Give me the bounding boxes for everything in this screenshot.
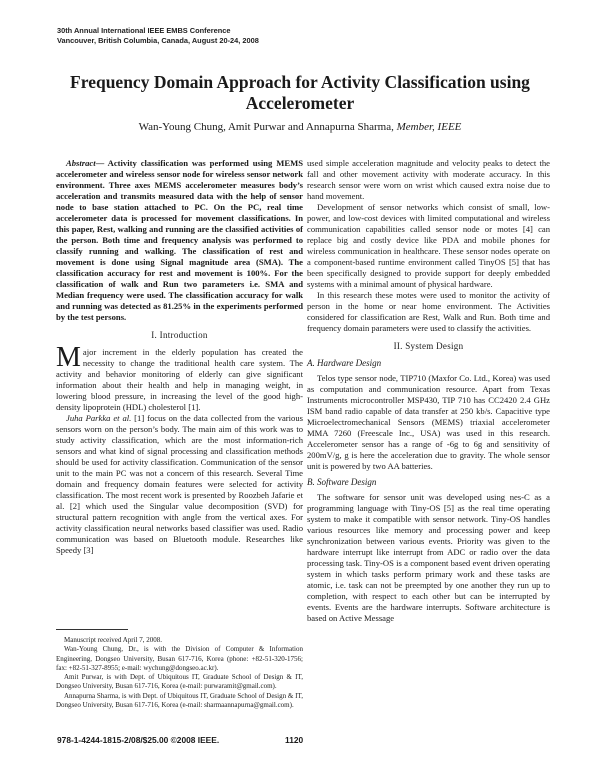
system-design-heading: II. System Design bbox=[393, 341, 464, 351]
abstract-text: — Activity classification was performed using MEMS accelerometer and wireless sensor node for wireless sensor network environment. Three axes MEMS accelerometer measures body’s acceleration and transmits measured data with the help of sensor node to base station attached to PC. On the PC, real time accelerometer data is processed for movement classifications. In this paper, Rest, walking and running are the classified activities of the person. Both time and frequency analysis was performed to classify running and walking. The classification of rest and movement is done using Signal magnitude area (SMA). The classification accuracy for rest and movement is 100%. For the classification of walk and Run two parameters i.e. SMA and Median frequency were used. The classification accuracy for walk and running was detected as 81.25% in the experiments performed by the test persons. bbox=[56, 158, 303, 322]
hardware-design-heading: A. Hardware Design bbox=[307, 358, 382, 368]
intro-paragraph-2 bbox=[56, 413, 303, 556]
intro-paragraph-2-cont: used simple acceleration magnitude and velocity peaks to detect the fall and other movement activity with moderate accuracy. In this research sensor were worn on wrist which caused extra noise due to hand movement. bbox=[307, 158, 550, 201]
software-design-text: The software for sensor unit was developed using nes-C as a programming language with Tiny-OS [5] as the real time operating system to make it compatible with sensor network. Tiny-OS handles various resources like memory and processing power and keep synchronization between various events. Priority was given to the hardware interrupt like interrupt from ADC or radio over the data processing task. Tiny-OS is a component based event driven operating system in which tasks perform primary work and these tasks are atomic, i.e. task can not be preempted by one another they run up to completion, with respect to each other but can be interrupted by events. Events are the hardware interrupts. Software architecture is based on Active Message bbox=[307, 492, 550, 623]
right-column bbox=[307, 158, 550, 624]
abstract-label: Abstract bbox=[66, 158, 96, 168]
drop-cap: M bbox=[56, 342, 81, 373]
intro-p2-text: [1] focus on the data collected from the various sensors worn on the person’s body. The main aim of this work was to study activity classification, which are the most information-rich sensors and what kind of signal processing and classification methods should be used for activity classification. Communication of the sensor unit to the main PC was not a concern of this research. Several Time domain and frequency domain features were selected for activity classification. The most recent work is presented by Roozbeh Jafarie et al. [2] which used the Singular value decomposition (SVD) for structural pattern recognition with angle from the vertical axes. For activity classification neural networks based classifier was used. Radio communication was based on Bluetooth module. Researches like Speedy [3] bbox=[56, 413, 303, 555]
conference-line-1: 30th Annual International IEEE EMBS Conference bbox=[57, 26, 231, 35]
footnote-divider bbox=[56, 629, 128, 630]
hardware-design-text: Telos type sensor node, TIP710 (Maxfor Co. Ltd., Korea) was used as computation and communication resource. Apart from Texas Instruments microcontroller MSP430, TIP 710 has CC2420 2.4 GHz ISM band radio capable of data transfer at 250 kb/s. Capacitive type Microelectromechanical Sensors (MEMS) triaxial accelerometer MMA 7260 (Freescale Inc., USA) was used in this research. Accelerometer sensor has a range of -6g to 6g and sensitivity of 200mV/g, g is here the acceleration due to gravity. The whole sensor unit is powered by two AA batteries. bbox=[307, 373, 550, 471]
intro-p2-author: Juha Parkka et al. bbox=[66, 413, 132, 423]
title-line-2: Accelerometer bbox=[245, 93, 355, 113]
footnotes bbox=[56, 636, 303, 710]
page-number: 1120 bbox=[285, 735, 304, 745]
author-names: Wan-Young Chung, Amit Purwar and Annapurna Sharma, bbox=[138, 121, 394, 133]
conference-header bbox=[57, 26, 259, 46]
footnote-1: Manuscript received April 7, 2008. bbox=[64, 636, 162, 644]
intro-paragraph-3: Development of sensor networks which consist of small, low-power, and low-cost devices with limited computational and wireless communication capabilities called sensor node or motes [4] can replace big and costly device like PDA and mobile phones for wireless communication in healthcare. These sensor nodes operate on a component-based runtime environment called TinyOS [5] that has been specifically designed to provide support for deeply embedded systems with a minimal amount of physical hardware. bbox=[307, 202, 550, 289]
footnote-2: Wan-Young Chung, Dr., is with the Division of Computer & Information Engineering, Dongseo University, Busan 617-716, Korea (phone: +82-51-320-1756; fax: +82-51-327-8955; e-mail: wychung@dongseo.ac.kr). bbox=[56, 645, 303, 672]
footnote-4: Annapurna Sharma, is with Dept. of Ubiquitous IT, Graduate School of Design & IT, Dongseo University, Busan 617-716, Korea (e-mail: sharmaannapurna@gmail.com). bbox=[56, 691, 303, 710]
introduction-heading: I. Introduction bbox=[151, 330, 208, 340]
left-column bbox=[56, 158, 303, 556]
software-design-heading: B. Software Design bbox=[307, 477, 377, 487]
abstract bbox=[56, 158, 303, 323]
paper-title bbox=[60, 72, 540, 114]
title-line-1: Frequency Domain Approach for Activity Classification using bbox=[70, 72, 530, 92]
intro-paragraph-4: In this research these motes were used to monitor the activity of person in the home or near home environment. The Activities considered for classification are Rest, Walk and Run. Both time and frequency domain parameters were used to classify the activities. bbox=[307, 290, 550, 333]
intro-p1-text: ajor increment in the elderly population has created the necessity to change the traditional health care system. The activity and behavior monitoring of elderly can give significant information about their health and help in managing weight, in lowering blood pressure, in increasing the level of the good high-density lipoprotein (HDL) cholesterol [1]. bbox=[56, 347, 303, 412]
author-membership: Member, IEEE bbox=[396, 121, 462, 133]
conference-line-2: Vancouver, British Columbia, Canada, August 20-24, 2008 bbox=[57, 36, 259, 45]
author-list bbox=[60, 121, 540, 133]
footnote-3: Amit Purwar, is with Dept. of Ubiquitous IT, Graduate School of Design & IT, Dongseo University, Busan 617-716, Korea (e-mail: purwaramit@gmail.com). bbox=[56, 673, 303, 691]
intro-paragraph-1 bbox=[56, 342, 303, 413]
isbn-footer: 978-1-4244-1815-2/08/$25.00 ©2008 IEEE. bbox=[57, 735, 220, 745]
